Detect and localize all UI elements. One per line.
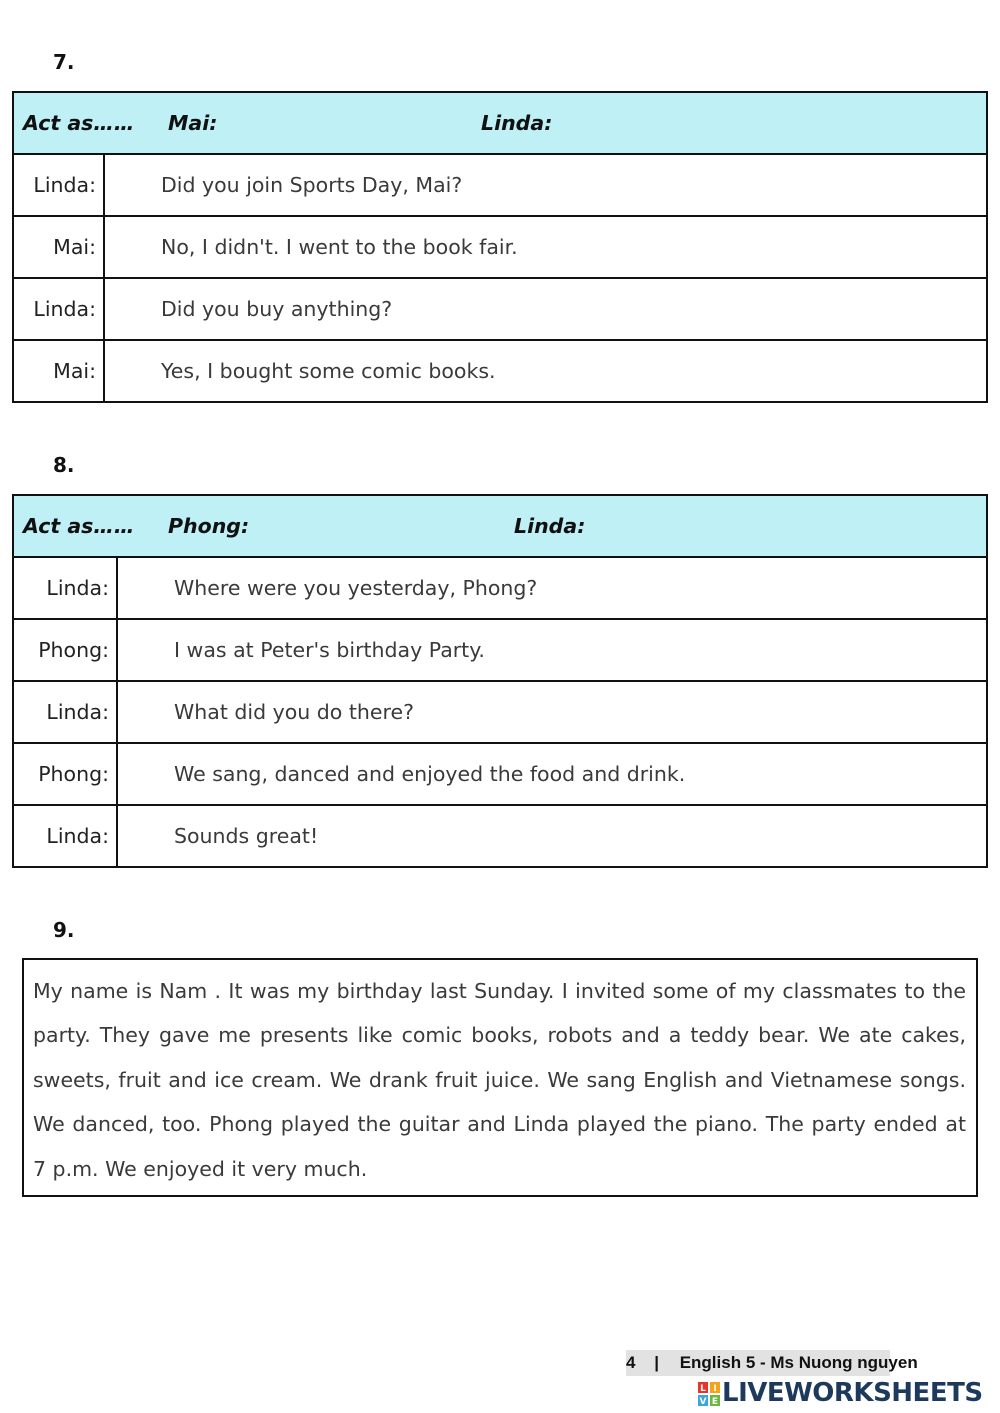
role-1-label: Mai:	[168, 111, 218, 135]
dialogue-table-7	[12, 91, 988, 403]
utterance: Did you buy anything?	[104, 278, 987, 340]
speaker-name: Linda:	[13, 278, 104, 340]
dialogue-row	[13, 619, 987, 681]
speaker-name: Phong:	[13, 743, 117, 805]
speaker-name: Linda:	[13, 154, 104, 216]
reading-passage-text: My name is Nam . It was my birthday last Sunday. I invited some of my classmates to the party. They gave me presents like comic books, robots and a teddy bear. We ate cakes, sweets, fruit and ice cream. We drank fruit juice. We sang English and Vietnamese songs. We danced, too. Phong played the guitar and Linda played the piano. The party ended at 7 p.m. We enjoyed it very much.	[33, 979, 966, 1181]
section-9-number: 9.	[53, 918, 75, 942]
dialogue-row	[13, 743, 987, 805]
role-1-label: Phong:	[168, 514, 250, 538]
dialogue-row	[13, 216, 987, 278]
utterance: We sang, danced and enjoyed the food and drink.	[117, 743, 987, 805]
role-2-label: Linda:	[481, 111, 553, 135]
speaker-name: Mai:	[13, 340, 104, 402]
utterance: Where were you yesterday, Phong?	[117, 557, 987, 619]
utterance: Yes, I bought some comic books.	[104, 340, 987, 402]
dialogue-table-8	[12, 494, 988, 868]
logo-letter: E	[711, 1397, 719, 1407]
logo-letter: I	[713, 1384, 717, 1394]
dialogue-row	[13, 681, 987, 743]
footer-title: English 5 - Ms Nuong nguyen	[679, 1353, 918, 1372]
speaker-name: Mai:	[13, 216, 104, 278]
liveworksheets-brand	[698, 1376, 994, 1410]
logo-letter: V	[699, 1397, 707, 1407]
dialogue-row	[13, 340, 987, 402]
logo-letter: L	[700, 1384, 706, 1394]
utterance: No, I didn't. I went to the book fair.	[104, 216, 987, 278]
act-as-label: Act as……	[23, 111, 135, 135]
speaker-name: Phong:	[13, 619, 117, 681]
reading-passage-box	[22, 958, 978, 1197]
footer-separator: |	[654, 1353, 659, 1372]
section-8-number: 8.	[53, 453, 75, 477]
dialogue-row	[13, 154, 987, 216]
dialogue-header-8	[13, 495, 987, 557]
page-footer	[626, 1350, 918, 1376]
utterance: Sounds great!	[117, 805, 987, 867]
liveworksheets-wordmark: LIVEWORKSHEETS	[722, 1378, 983, 1408]
dialogue-row	[13, 557, 987, 619]
speaker-name: Linda:	[13, 557, 117, 619]
utterance: I was at Peter's birthday Party.	[117, 619, 987, 681]
section-7-number: 7.	[53, 50, 75, 74]
page-number: 4	[626, 1353, 636, 1372]
utterance: What did you do there?	[117, 681, 987, 743]
utterance: Did you join Sports Day, Mai?	[104, 154, 987, 216]
liveworksheets-logo-icon	[698, 1382, 720, 1406]
act-as-label: Act as……	[23, 514, 135, 538]
dialogue-row	[13, 278, 987, 340]
speaker-name: Linda:	[13, 681, 117, 743]
dialogue-row	[13, 805, 987, 867]
speaker-name: Linda:	[13, 805, 117, 867]
role-2-label: Linda:	[514, 514, 586, 538]
dialogue-header-7	[13, 92, 987, 154]
